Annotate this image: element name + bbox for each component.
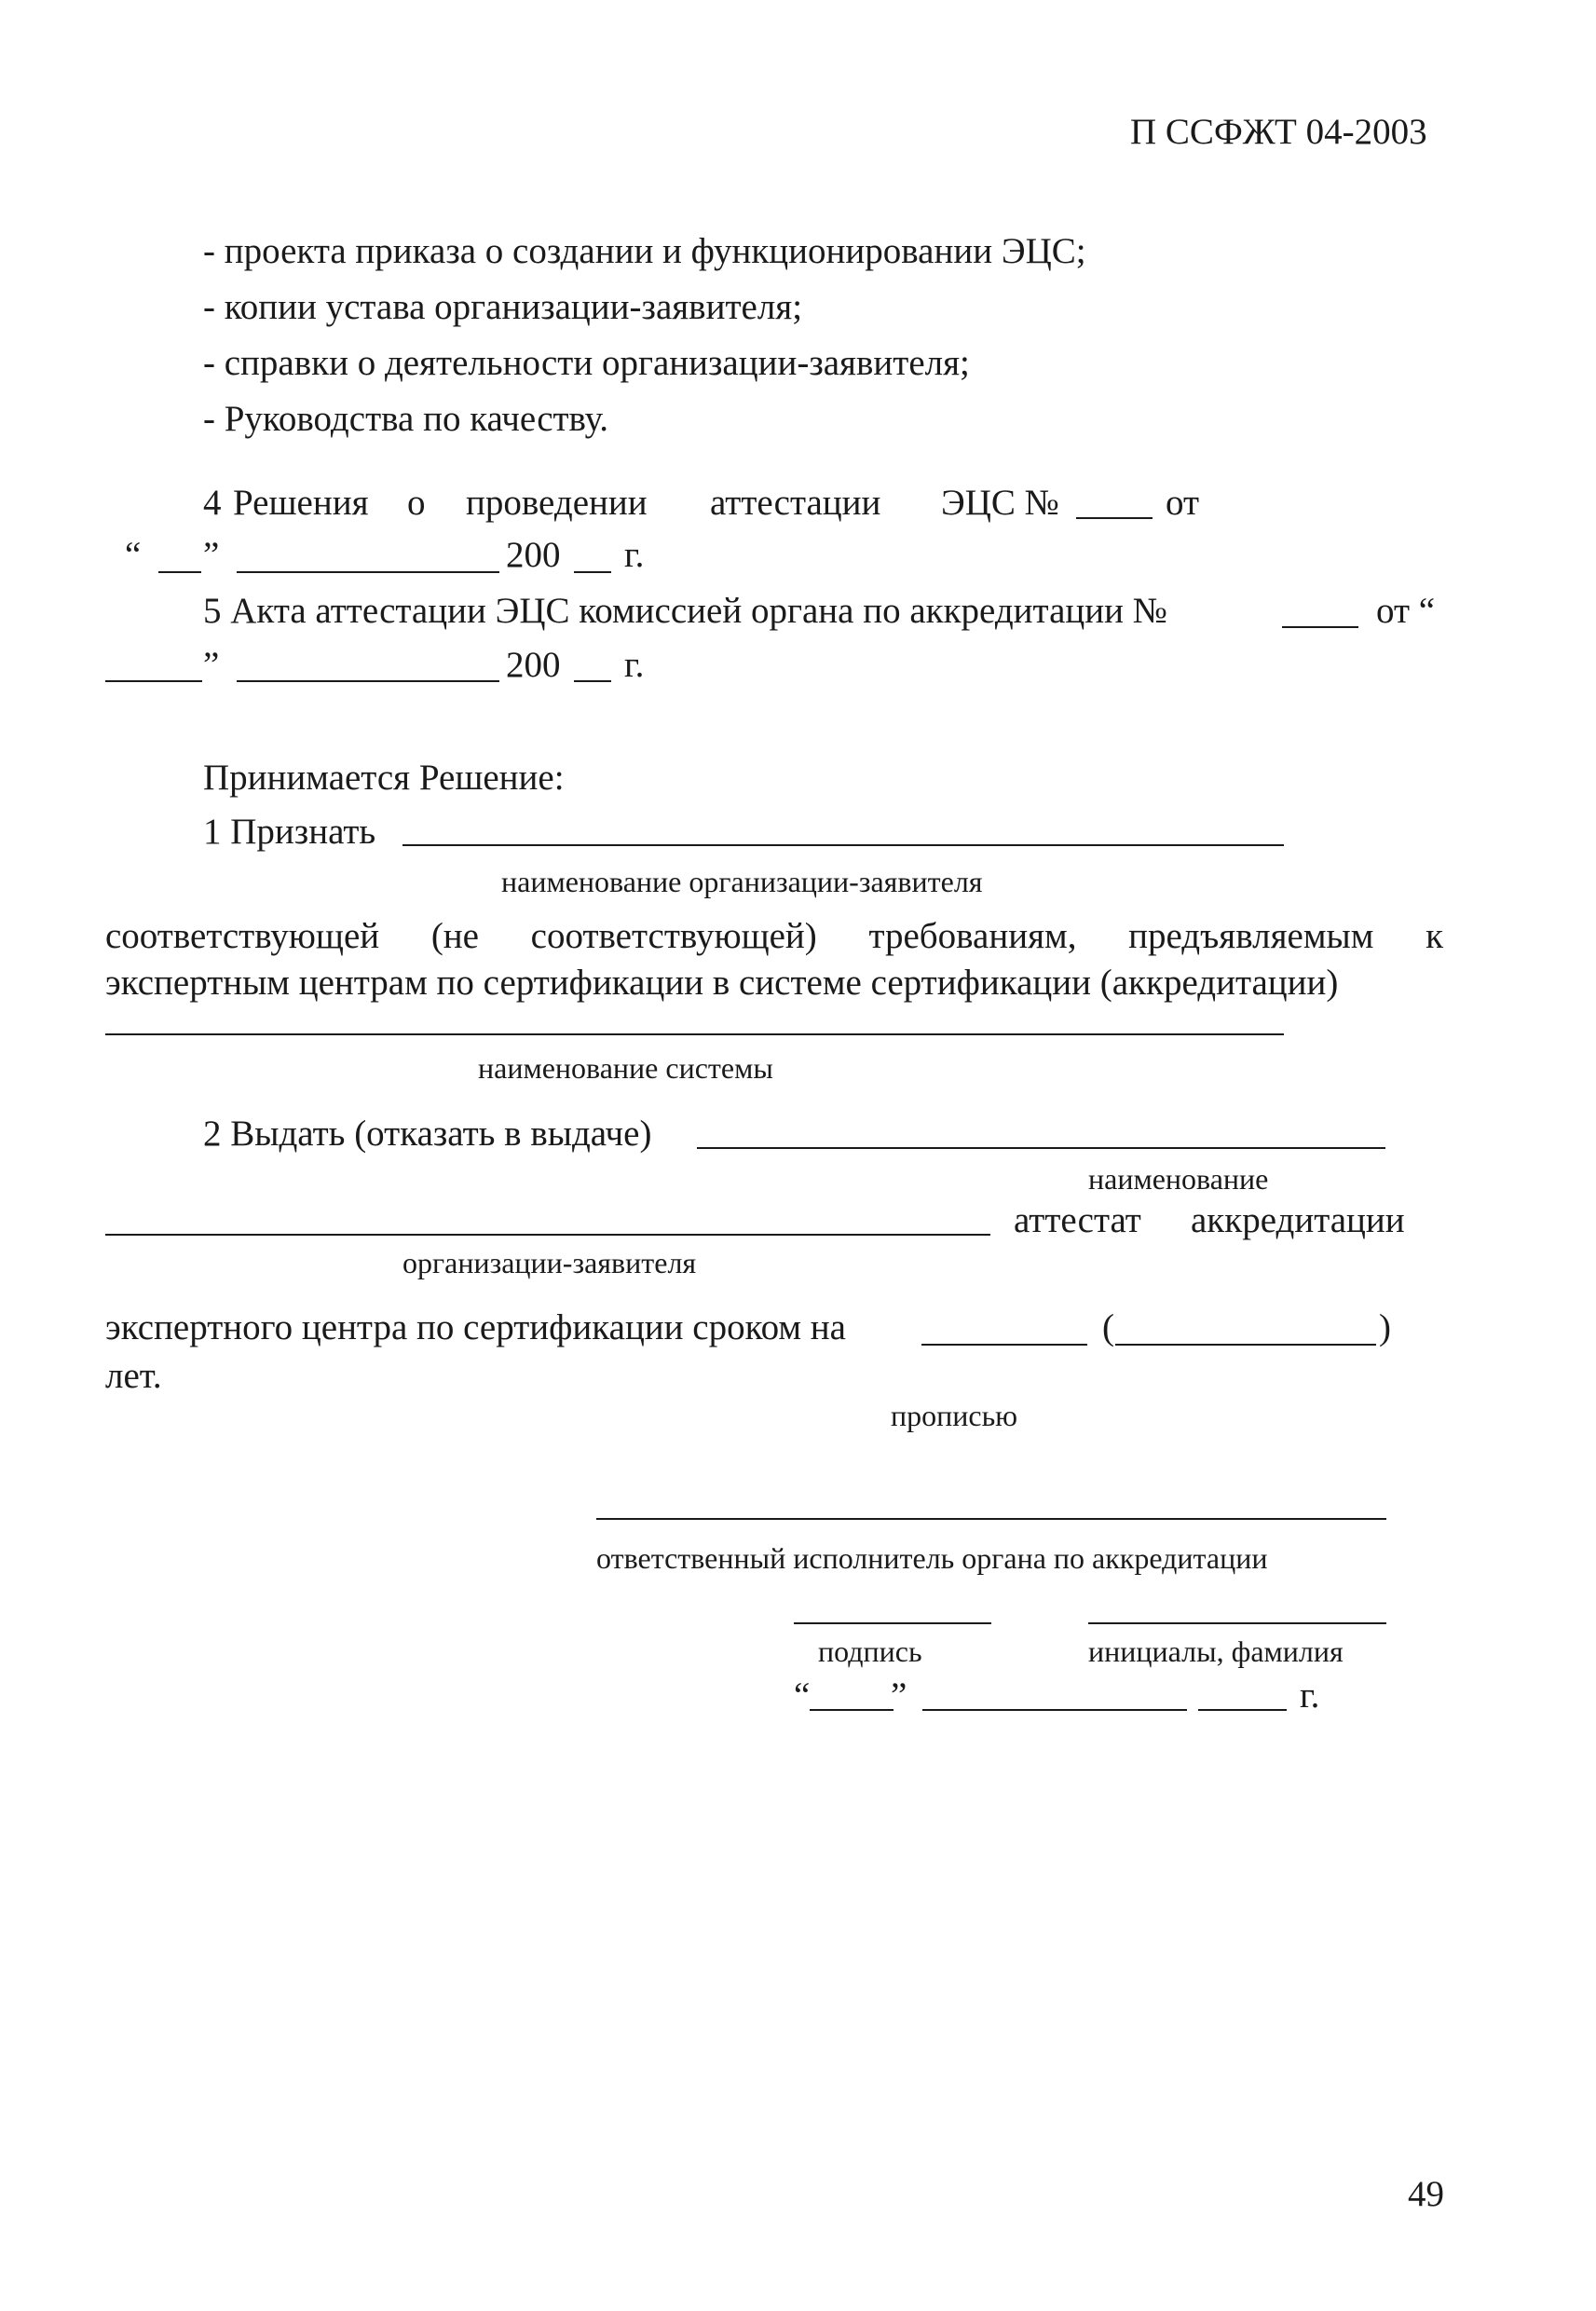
item5-from: от “ bbox=[1376, 591, 1436, 631]
list-item: - копии устава организации-заявителя; bbox=[203, 287, 803, 327]
decision-p1-line2: экспертным центрам по сертификации в системе сертификации (аккредитации) bbox=[105, 963, 1339, 1003]
organization-name-blank bbox=[105, 1234, 990, 1236]
quote-open: “ bbox=[794, 1675, 811, 1716]
list-item: - Руководства по качеству. bbox=[203, 399, 608, 439]
quote-close: ” bbox=[203, 645, 220, 685]
item4-word: ЭЦС № bbox=[941, 483, 1059, 523]
day-blank bbox=[158, 571, 201, 573]
term-words-blank bbox=[1115, 1344, 1376, 1346]
decision-p1-label: 1 Признать bbox=[203, 812, 376, 852]
decision-p2-years: лет. bbox=[105, 1356, 162, 1396]
caption: прописью bbox=[891, 1399, 1018, 1432]
caption: наименование bbox=[1088, 1162, 1269, 1196]
month-blank bbox=[237, 680, 499, 682]
item5-text: 5 Акта аттестации ЭЦС комиссией органа по аккредитации № bbox=[203, 591, 1167, 631]
caption: наименование организации-заявителя bbox=[501, 865, 983, 898]
day-blank bbox=[810, 1709, 893, 1711]
year-blank bbox=[574, 571, 611, 573]
year-suffix: г. bbox=[624, 645, 645, 685]
year-prefix: 200 bbox=[506, 535, 561, 575]
quote-close: ” bbox=[891, 1675, 907, 1716]
year-blank bbox=[574, 680, 611, 682]
number-blank bbox=[1282, 626, 1358, 628]
decision-heading: Принимается Решение: bbox=[203, 758, 565, 798]
decision-p2-term: экспертного центра по сертификации сроком на bbox=[105, 1307, 846, 1347]
organization-name-blank bbox=[697, 1147, 1385, 1149]
year-blank bbox=[1198, 1709, 1287, 1711]
item4-number: 4 bbox=[203, 483, 222, 523]
item4-word: о bbox=[407, 483, 426, 523]
decision-p2-label: 2 Выдать (отказать в выдаче) bbox=[203, 1114, 652, 1154]
item4-word: аттестации bbox=[710, 483, 881, 523]
decision-p2-word: аккредитации bbox=[1191, 1200, 1405, 1240]
day-blank bbox=[105, 680, 202, 682]
list-item: - проекта приказа о создании и функционировании ЭЦС; bbox=[203, 231, 1086, 271]
month-blank bbox=[237, 571, 499, 573]
paren-open: ( bbox=[1102, 1307, 1114, 1347]
decision-p2-word: аттестат bbox=[1014, 1200, 1141, 1240]
term-blank bbox=[921, 1344, 1087, 1346]
caption: инициалы, фамилия bbox=[1088, 1634, 1344, 1668]
number-blank bbox=[1076, 517, 1153, 519]
signature-blank bbox=[794, 1622, 991, 1624]
organization-name-blank bbox=[402, 844, 1284, 846]
quote-close: ” bbox=[203, 535, 220, 575]
item4-word: Решения bbox=[233, 483, 369, 523]
page-number: 49 bbox=[1408, 2174, 1444, 2214]
paren-close: ) bbox=[1379, 1307, 1391, 1347]
caption: организации-заявителя bbox=[402, 1246, 697, 1279]
system-name-blank bbox=[105, 1033, 1284, 1035]
year-prefix: 200 bbox=[506, 645, 561, 685]
name-blank bbox=[1088, 1622, 1386, 1624]
decision-p1-line1: соответствующей (не соответствующей) требованиям, предъявляемым к bbox=[105, 916, 1444, 956]
responsible-blank bbox=[596, 1518, 1386, 1520]
caption: подпись bbox=[818, 1634, 922, 1668]
list-item: - справки о деятельности организации-заявителя; bbox=[203, 343, 970, 383]
quote-open: “ bbox=[125, 535, 142, 575]
item4-word: проведении bbox=[466, 483, 648, 523]
item4-from: от bbox=[1166, 483, 1200, 523]
caption: наименование системы bbox=[478, 1051, 773, 1085]
document-code: П ССФЖТ 04-2003 bbox=[1130, 112, 1427, 152]
caption: ответственный исполнитель органа по аккредитации bbox=[596, 1541, 1268, 1575]
year-suffix: г. bbox=[1300, 1675, 1320, 1716]
month-blank bbox=[922, 1709, 1187, 1711]
year-suffix: г. bbox=[624, 535, 645, 575]
